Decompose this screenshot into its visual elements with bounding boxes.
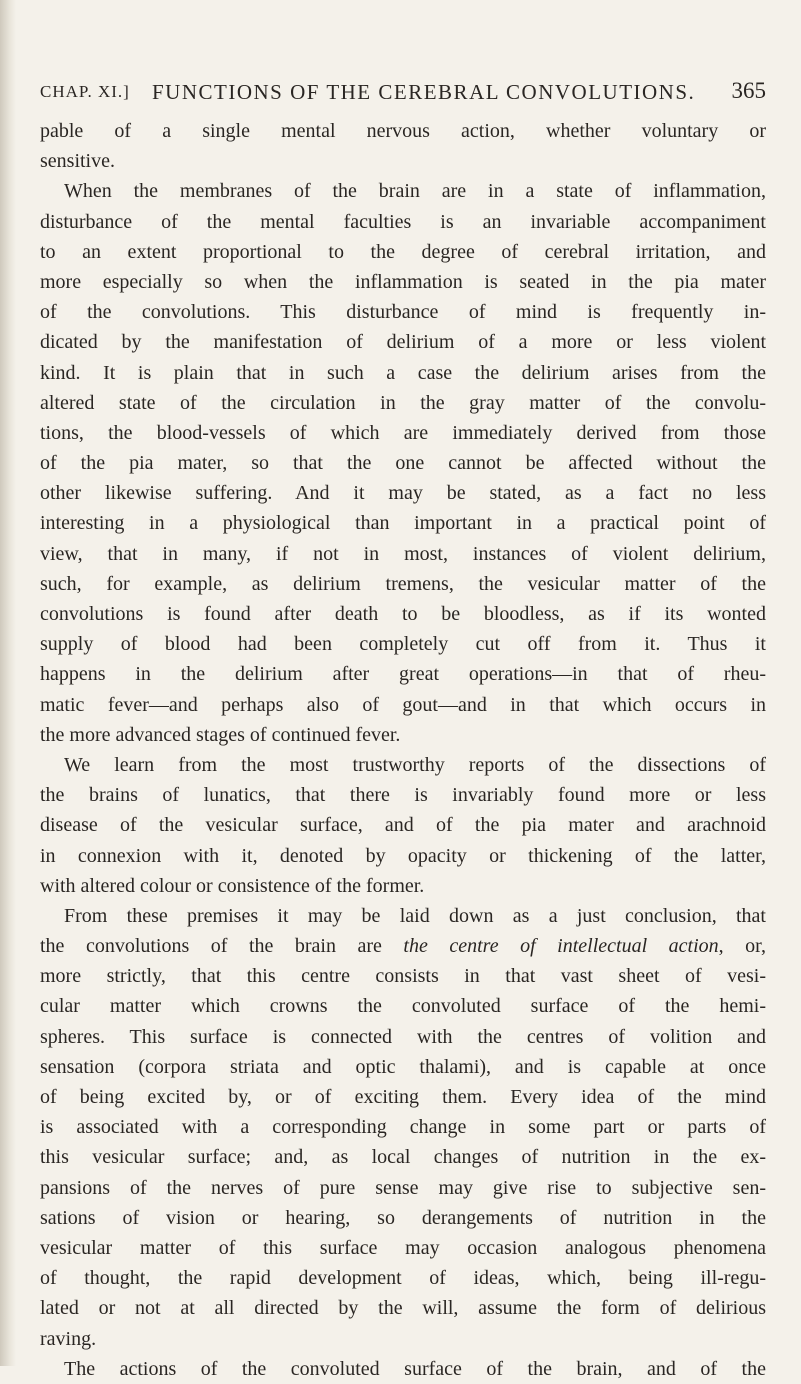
text-line: dicated by the manifestation of delirium of a more or less violent (40, 331, 766, 354)
text-line: lated or not at all directed by the will, assume the form of delirious (40, 1297, 766, 1320)
text-fragment: , or, (718, 935, 766, 958)
text-line: pable of a single mental nervous action, whether voluntary or (40, 120, 766, 142)
text-line: sensation (corpora striata and optic thalami), and is capable at once (40, 1055, 766, 1078)
text-line: supply of blood had been completely cut off from it. Thus it (40, 633, 766, 656)
text-line: pansions of the nerves of pure sense may give rise to subjective sen- (40, 1176, 766, 1199)
text-line: this vesicular surface; and, as local changes of nutrition in the ex- (40, 1146, 766, 1169)
text-line: sations of vision or hearing, so derangements of nutrition in the (40, 1206, 766, 1229)
text-line: disturbance of the mental faculties is an invariable accompaniment (40, 210, 766, 233)
text-line: convolutions is found after death to be bloodless, as if its wonted (40, 603, 766, 625)
text-line: matic fever—and perhaps also of gout—and in that which occurs in (40, 693, 766, 716)
text-line: more strictly, that this centre consists in that vast sheet of vesi- (40, 965, 766, 988)
text-line: such, for example, as delirium tremens, the vesicular matter of the (40, 572, 766, 595)
text-line-with-emphasis (40, 931, 766, 961)
text-line: other likewise suffering. And it may be stated, as a fact no less (40, 482, 766, 505)
text-line: From these premises it may be laid down as a just conclusion, that (64, 904, 766, 927)
text-line: of the convolutions. This disturbance of mind is frequently in- (40, 301, 766, 324)
text-line: vesicular matter of this surface may occasion analogous phenomena (40, 1236, 766, 1259)
text-line: the more advanced stages of continued fever. (40, 723, 401, 746)
text-line: interesting in a physiological than important in a practical point of (40, 512, 766, 535)
text-line: The actions of the convoluted surface of the brain, and of the (64, 1357, 766, 1380)
text-line: raving. (40, 1327, 97, 1350)
page-header-title: FUNCTIONS OF THE CEREBRAL CONVOLUTIONS. (152, 80, 696, 104)
text-line: more especially so when the inflammation is seated in the pia mater (40, 270, 766, 293)
page-number: 365 (731, 78, 766, 103)
text-line: altered state of the circulation in the gray matter of the convolu- (40, 391, 766, 414)
text-line: We learn from the most trustworthy reports of the dissections of (64, 753, 766, 776)
text-line: of being excited by, or of exciting them. Every idea of the mind (40, 1086, 766, 1108)
text-line: of thought, the rapid development of ideas, which, being ill-regu- (40, 1267, 766, 1290)
text-line: of the pia mater, so that the one cannot be affected without the (40, 452, 766, 475)
text-line: view, that in many, if not in most, instances of violent delirium, (40, 542, 766, 565)
text-line: spheres. This surface is connected with the centres of volition and (40, 1025, 766, 1048)
text-line: disease of the vesicular surface, and of the pia mater and arachnoid (40, 814, 766, 837)
text-line: is associated with a corresponding change in some part or parts of (40, 1116, 766, 1139)
text-line: sensitive. (40, 150, 115, 173)
text-line: tions, the blood-vessels of which are immediately derived from those (40, 421, 766, 444)
chapter-label: CHAP. XI.] (40, 82, 130, 101)
text-line: to an extent proportional to the degree of cerebral irritation, and (40, 240, 766, 263)
text-fragment: the convolutions of the brain are (40, 935, 382, 958)
text-line: happens in the delirium after great operations—in that of rheu- (40, 663, 766, 686)
page-edge-shadow (0, 0, 16, 1366)
running-head (40, 70, 766, 110)
text-line: When the membranes of the brain are in a state of inflammation, (64, 180, 766, 203)
text-line: with altered colour or consistence of the former. (40, 874, 425, 897)
text-line: kind. It is plain that in such a case the delirium arises from the (40, 361, 766, 384)
text-line: in connexion with it, denoted by opacity or thickening of the latter, (40, 844, 766, 867)
text-line: the brains of lunatics, that there is invariably found more or less (40, 784, 766, 807)
emphasis-phrase: the centre of intellectual action (403, 935, 719, 958)
body-text (40, 116, 766, 1384)
text-line: cular matter which crowns the convoluted surface of the hemi- (40, 995, 766, 1018)
